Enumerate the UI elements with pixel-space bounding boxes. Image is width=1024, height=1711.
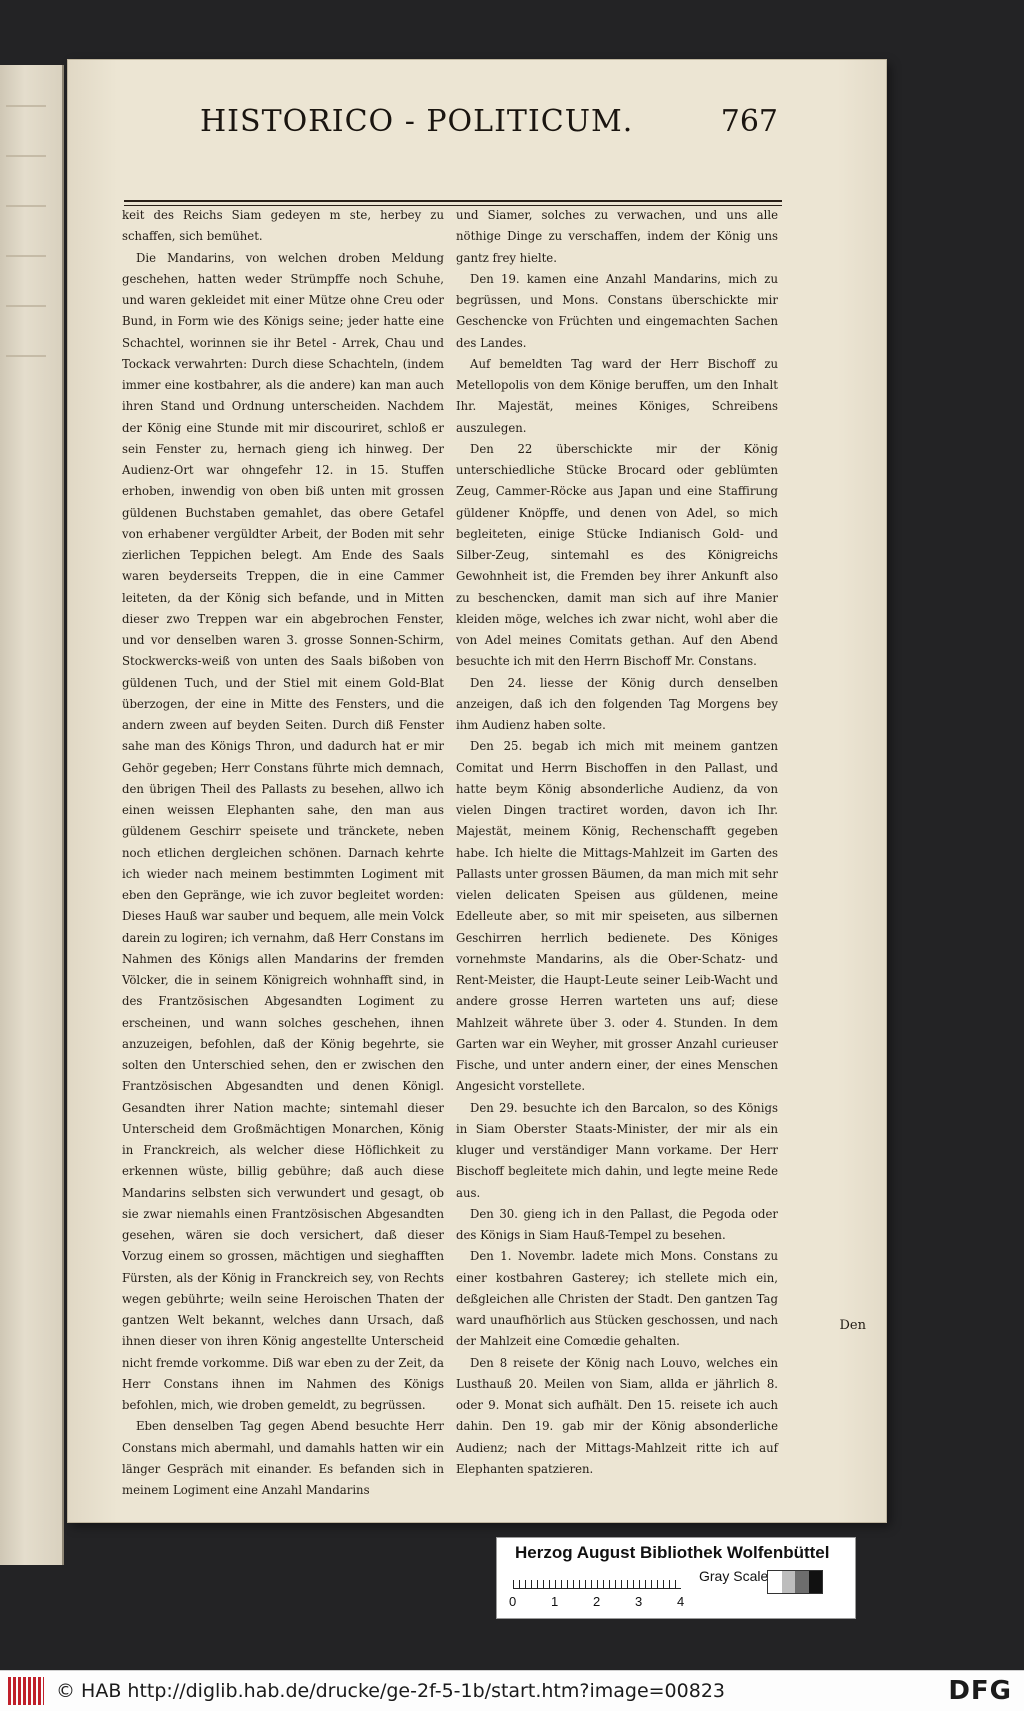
library-color-card — [496, 1537, 856, 1619]
scale-ruler — [513, 1570, 681, 1589]
paragraph: Den 24. liesse der König durch denselben anzeigen, daß ich den folgenden Tag Morgens bey ihm Audienz haben solte. — [456, 675, 778, 732]
paragraph: und Siamer, solches zu verwachen, und uns alle nöthige Dinge zu verschaffen, indem der König uns gantz frey hielte. — [456, 208, 778, 265]
footer-bar — [0, 1670, 1024, 1711]
paragraph: Den 29. besuchte ich den Barcalon, so des Königs in Siam Oberster Staats-Minister, der mir als ein kluger und verständiger Mann vorkame. Der Herr Bischoff begleitete mich dahin, und legte meine Rede aus. — [456, 1100, 778, 1200]
running-title: HISTORICO - POLITICUM. — [200, 104, 634, 139]
paragraph: Eben denselben Tag gegen Abend besuchte Herr Constans mich abermahl, und damahls hatten wir ein länger Gespräch mit einander. Es befanden sich in meinem Logiment eine Anzahl Mandarins — [122, 1419, 444, 1497]
paragraph: Auf bemeldten Tag ward der Herr Bischoff zu Metellopolis von dem Könige beruffen, um den Inhalt Ihr. Majestät, meines Königes, Schreibens auszulegen. — [456, 356, 778, 435]
catchword: Den — [839, 1318, 866, 1333]
paragraph: keit des Reichs Siam gedeyen m ste, herbey zu schaffen, sich bemühet. — [122, 208, 444, 244]
paragraph: Den 22 überschickte mir der König unterschiedliche Stücke Brocard oder geblümten Zeug, Cammer-Röcke aus Japan und eine Staffirung güldener Knöpffe, und denen von Adel, so mich begleiteten, einige Stücke Indianisch Gold- und Silber-Zeug, sintemahl es des Königreichs Gewohnheit ist, die Fremden bey ihrer Ankunft also zu beschencken, damit man sich auf ihre Manier kleiden möge, welches ich zwar nicht, wohl aber die von Adel meines Comitats gethan. Auf den Abend besuchte ich mit den Herrn Bischoff Mr. Constans. — [456, 441, 778, 669]
adjacent-page-edge — [0, 65, 64, 1565]
paragraph: Den 19. kamen eine Anzahl Mandarins, mich zu begrüssen, und Mons. Constans überschickte mir Geschencke von Früchten und eingemachten Sachen des Landes. — [456, 271, 778, 350]
paragraph: Den 25. begab ich mich mit meinem gantzen Comitat und Herrn Bischoffen in den Pallast, und hatte beym König absonderliche Audienz, da von vielen Dingen tractiret worden, davon ich Ihr. Majestät, meinem König, Rechenschafft gegeben habe. Ich hielte die Mittags-Mahlzeit im Garten des Pallasts unter grossen Bäumen, da man mich mit sehr vielen delicaten Speisen aus güldenen, meine Edelleute aber, so mit mir speiseten, aus silbernen Geschirren herrlich bedienete. Des Königes vornehmste Mandarins, als die Ober-Schatz- und Rent-Meister, die Haupt-Leute seiner Leib-Wacht und andere grosse Herren warteten uns auf; diese Mahlzeit währete über 3. oder 4. Stunden. In dem Garten war ein Weyher, mit grosser Anzahl curieuser Fische, und unter andern einer, der eines Menschen Angesicht vorstellete. — [456, 739, 778, 1094]
library-name: Herzog August Bibliothek Wolfenbüttel — [515, 1543, 830, 1562]
running-head — [200, 104, 800, 154]
gray-scale-swatches — [767, 1570, 823, 1594]
scale-number: 2 — [593, 1594, 601, 1609]
footer-credit-link[interactable]: © HAB http://diglib.hab.de/drucke/ge-2f-5-1b/start.htm?image=00823 — [56, 1680, 725, 1702]
scale-number: 3 — [635, 1594, 643, 1609]
scale-number: 0 — [509, 1594, 517, 1609]
left-text-column — [122, 205, 444, 1501]
scale-number: 1 — [551, 1594, 559, 1609]
paragraph: Die Mandarins, von welchen droben Meldung geschehen, hatten weder Strümpffe noch Schuhe, und waren gekleidet mit einer Mütze ohne Creu oder Bund, in Form wie des Königs seine; jeder hatte eine Schachtel, worinnen sie ihr Betel - Arrek, Chau und Tockack verwahrten: Durch diese Schachteln, (indem immer eine kostbahrer, als die andere) kan man auch ihren Stand und Ordnung unterscheiden. Nachdem der König eine Stunde mit mir discouriret, schloß er sein Fenster zu, hernach gieng ich hinweg. Der Audienz-Ort war ohngefehr 12. in 15. Stuffen erhoben, inwendig von oben biß unten mit grossen güldenen Buchstaben gemahlet, das obere Getafel von erhabener vergüldter Arbeit, der Boden mit sehr zierlichen Teppichen belegt. Am Ende des Saals waren beyderseits Treppen, die in eine Cammer leiteten, da der König sich befande, und in Mitten dieser zwo Treppen war ein abgebrochen Fenster, und vor denselben waren 3. grosse Sonnen-Schirm, Stockwercks-weiß von unten des Saals bißoben von güldenen Tuch, und der Stiel mit einem Gold-Blat überzogen, der eine in Mitte des Fensters, und die andern zween auf beyden Seiten. Durch diß Fenster sahe man des Königs Thron, und dadurch hat er mir Gehör gegeben; Herr Constans führte mich demnach, den übrigen Theil des Pallasts zu besehen, allwo ich einen weissen Elephanten sahe, den man aus güldenem Geschirr speisete und tränckete, neben noch etlichen dergleichen schönen. Darnach kehrte ich wieder nach meinem bestimmten Logiment mit eben den Gepränge, wie ich zuvor begleitet worden: Dieses Hauß war sauber und bequem, alle mein Volck darein zu logiren; ich vernahm, daß Herr Constans im Nahmen des Königs allen Mandarins der fremden Völcker, die in seinem Königreich wohnhafft sind, in des Frantzösischen Abgesandten Logiment zu erscheinen, und wann solches geschehen, ihnen anzuzeigen, befohlen, daß der König begehrte, sie solten den Unterschied sehen, den er zwischen den Frantzösischen Abgesandten und denen Königl. Gesandten ihrer Nation machte; sintemahl dieser Unterscheid dem Großmächtigen Monarchen, König in Franckreich, als welcher diese Höflichkeit zu erkennen wüste, billig gebühre; daß auch diese Mandarins selbsten sich verwundert und gesagt, ob sie zwar niemahls einen Frantzösischen Abgesandten gesehen, wären sie doch versichert, daß dieser Vorzug einem so grossen, mächtigen und sieghafften Fürsten, als der König in Franckreich sey, von Rechts wegen gebührte; weiln seine Heroischen Thaten der gantzen Welt bekannt, welches dann Ursach, daß ihnen dieser von ihren König angestellte Unterscheid nicht fremde vorkomme. Diß war eben zu der Zeit, da Herr Constans ihnen im Nahmen des Königs befohlen, mich, wie droben gemeldt, zu begrüssen. — [122, 250, 444, 1412]
scale-number: 4 — [677, 1594, 685, 1609]
right-text-column — [456, 205, 778, 1480]
paragraph: Den 30. gieng ich in den Pallast, die Pegoda oder des Königs in Siam Hauß-Tempel zu besehen. — [456, 1206, 778, 1242]
paragraph: Den 8 reisete der König nach Louvo, welches ein Lusthauß 20. Meilen von Siam, allda er jährlich 8. oder 9. Monat sich aufhält. Den 15. reisete ich auch dahin. Den 19. gab mir der König absonderliche Audienz; nach der Mittags-Mahlzeit ritte ich auf Elephanten spatzieren. — [456, 1355, 778, 1476]
paragraph: Den 1. Novembr. ladete mich Mons. Constans zu einer kostbahren Gasterey; ich stellete mich ein, deßgleichen alle Christen der Stadt. Den gantzen Tag ward unaufhörlich aus Stücken geschossen, und nach der Mahlzeit eine Comœdie gehalten. — [456, 1249, 778, 1349]
hab-logo-icon — [8, 1677, 44, 1705]
dfg-logo: DFG — [948, 1676, 1012, 1706]
gray-scale-label: Gray Scale — [699, 1568, 769, 1584]
page-number: 767 — [720, 104, 778, 139]
